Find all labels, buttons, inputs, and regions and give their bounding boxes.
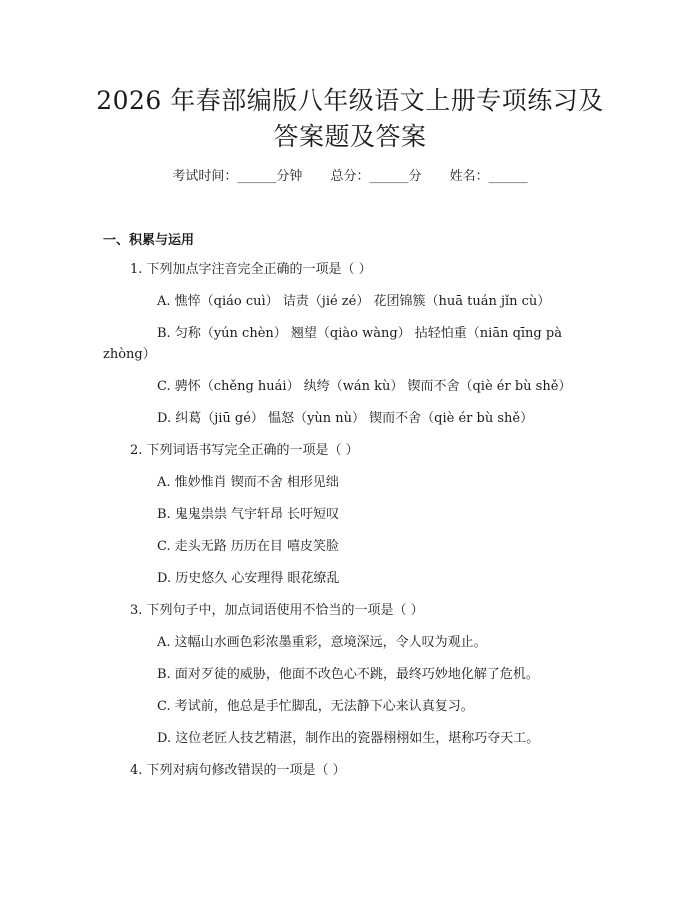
page-title-line-1: 2026 年春部编版八年级语文上册专项练习及 xyxy=(96,86,604,115)
question-1-option-c: C. 骋怀（chěng huái） 纨绔（wán kù） 锲而不舍（qiè ér bù shě） xyxy=(157,379,572,394)
question-2-stem: 2. 下列词语书写完全正确的一项是（ ） xyxy=(130,443,359,458)
question-2-option-c: C. 走头无路 历历在目 嘻皮笑脸 xyxy=(157,539,340,554)
question-1-option-d: D. 纠葛（jiū gé） 愠怒（yùn nù） 锲而不舍（qiè ér bù shě） xyxy=(157,411,534,426)
question-1-option-b: B. 匀称（yún chèn） 翘望（qiào wàng） 拈轻怕重（niān qīng pà xyxy=(157,326,562,341)
section-heading: 一、积累与运用 xyxy=(103,233,195,248)
question-3-option-b: B. 面对歹徒的威胁，他面不改色心不跳，最终巧妙地化解了危机。 xyxy=(157,667,539,682)
exam-meta xyxy=(0,166,700,188)
question-4-stem: 4. 下列对病句修改错误的一项是（ ） xyxy=(130,763,346,778)
question-3-option-a: A. 这幅山水画色彩浓墨重彩，意境深远，令人叹为观止。 xyxy=(157,635,487,650)
question-1-option-b-wrap: zhòng） xyxy=(103,347,156,362)
question-1-option-a: A. 憔悴（qiáo cuì） 诘责（jié zé） 花团锦簇（huā tuán jǐn cù） xyxy=(157,294,551,309)
question-2-option-d: D. 历史悠久 心安理得 眼花缭乱 xyxy=(157,571,340,586)
question-2-option-b: B. 鬼鬼祟祟 气宇轩昂 长吁短叹 xyxy=(157,507,340,522)
question-3-option-c: C. 考试前，他总是手忙脚乱，无法静下心来认真复习。 xyxy=(157,699,474,714)
page-title-line-2: 答案题及答案 xyxy=(273,122,427,151)
total-score-field: 总分：______分 xyxy=(330,169,422,184)
exam-time-field: 考试时间：______分钟 xyxy=(172,169,303,184)
question-2-option-a: A. 惟妙惟肖 锲而不舍 相形见绌 xyxy=(157,475,339,490)
name-field: 姓名：______ xyxy=(449,169,528,184)
question-1-stem: 1. 下列加点字注音完全正确的一项是（ ） xyxy=(130,262,372,277)
question-3-stem: 3. 下列句子中，加点词语使用不恰当的一项是（ ） xyxy=(130,603,424,618)
question-3-option-d: D. 这位老匠人技艺精湛，制作出的瓷器栩栩如生，堪称巧夺天工。 xyxy=(157,731,540,746)
